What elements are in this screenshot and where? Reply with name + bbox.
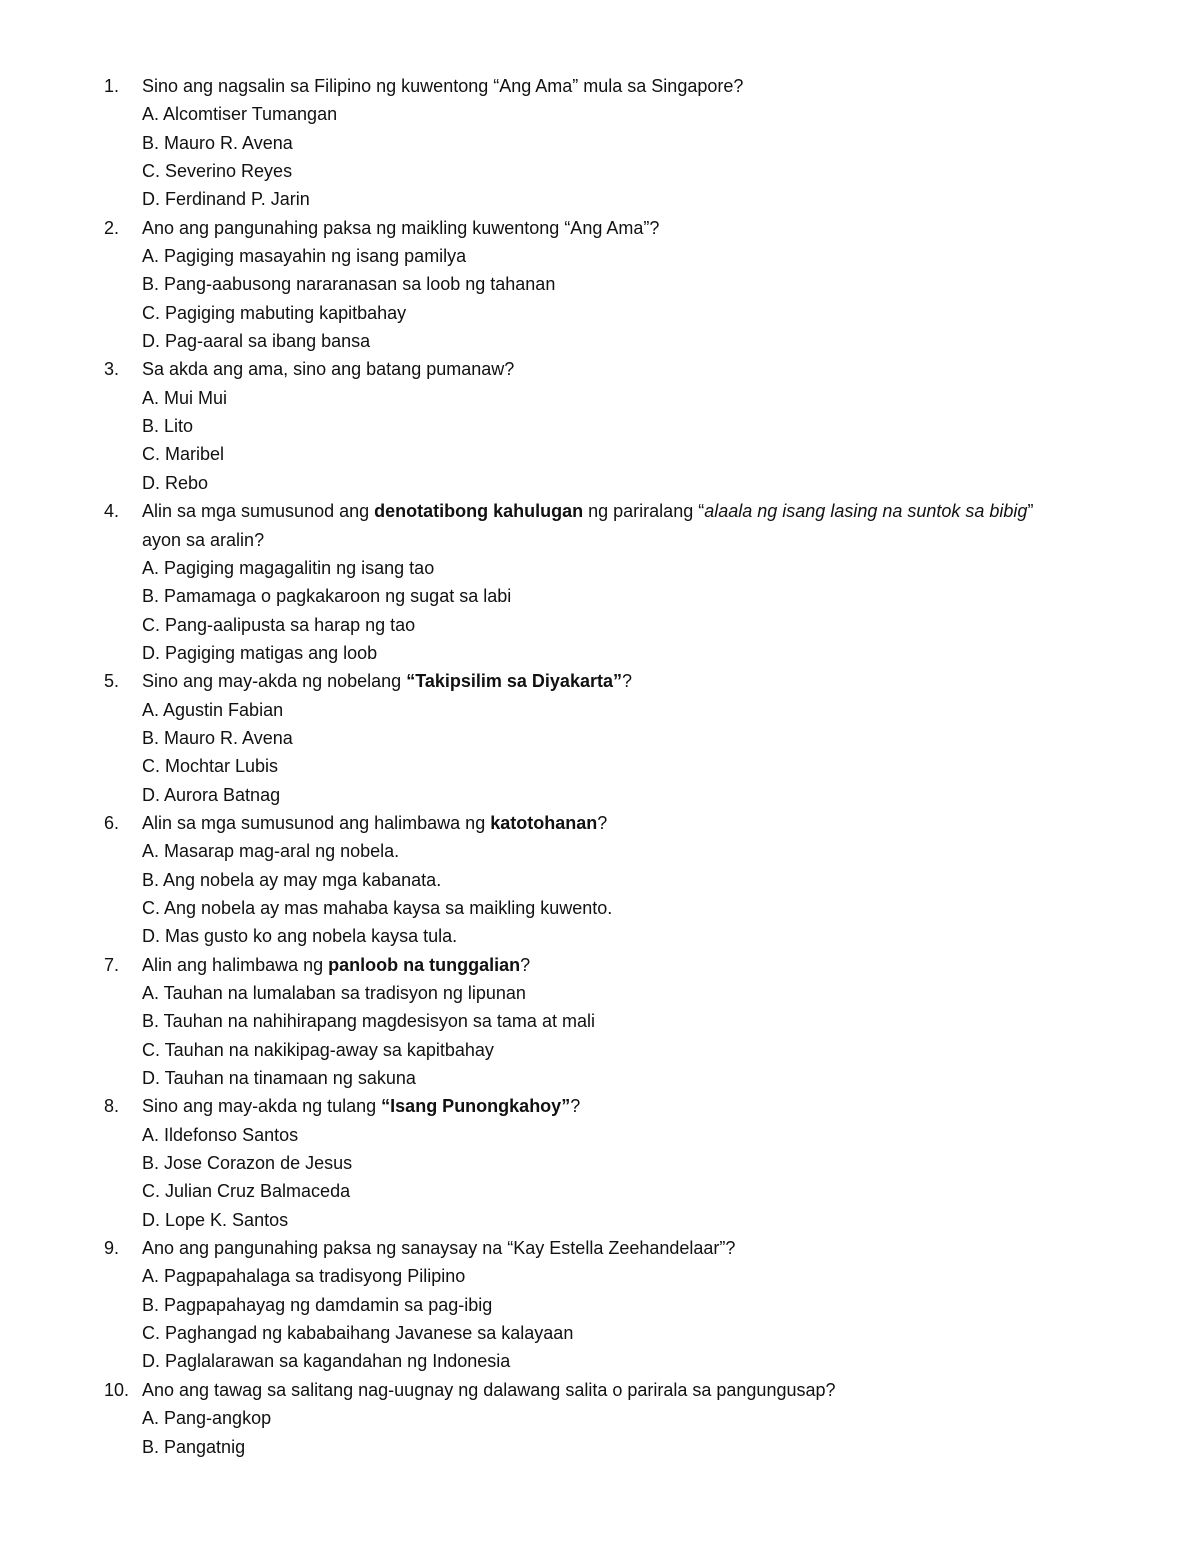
question-text-line — [104, 497, 1114, 525]
answer-option: B. Ang nobela ay may mga kabanata. — [142, 869, 442, 890]
question-number: 8. — [104, 1096, 120, 1117]
text-segment: ? — [621, 671, 632, 692]
question-item — [104, 951, 1114, 1093]
question-number: 6. — [104, 812, 120, 833]
question-text-line — [104, 667, 1114, 695]
answer-option: B. Mauro R. Avena — [142, 727, 293, 748]
question-item — [104, 809, 1114, 951]
answer-option: C. Paghangad ng kababaihang Javanese sa kalayaan — [142, 1323, 574, 1344]
answer-option: A. Pagiging masayahin ng isang pamilya — [142, 246, 467, 267]
bold-term: “Isang Punongkahoy” — [381, 1096, 571, 1117]
text-segment: Sino ang nagsalin sa Filipino ng kuwentong “Ang Ama” mula sa Singapore? — [142, 76, 744, 96]
question-number: 9. — [104, 1238, 120, 1259]
bold-term: denotatibong kahulugan — [374, 501, 584, 522]
question-text — [104, 809, 1114, 837]
quiz-list — [104, 72, 1114, 1461]
answer-option: D. Mas gusto ko ang nobela kaysa tula. — [142, 926, 458, 947]
answer-option: C. Julian Cruz Balmaceda — [142, 1181, 351, 1202]
question-item — [104, 214, 1114, 356]
text-segment: Alin sa mga sumusunod ang — [142, 501, 375, 522]
question-number: 5. — [104, 671, 120, 692]
answer-option: C. Severino Reyes — [142, 161, 293, 182]
text-segment: ” — [1027, 501, 1034, 522]
question-text-line — [104, 72, 1114, 100]
answer-option: C. Ang nobela ay mas mahaba kaysa sa maikling kuwento. — [142, 897, 613, 918]
answer-option: C. Mochtar Lubis — [142, 756, 279, 777]
italic-phrase: alaala ng isang lasing na suntok sa bibig — [704, 501, 1028, 522]
answer-option: A. Masarap mag-aral ng nobela. — [142, 841, 400, 862]
answer-option: C. Tauhan na nakikipag-away sa kapitbahay — [142, 1039, 494, 1060]
text-segment: ng pariralang “ — [583, 501, 705, 522]
question-item — [104, 497, 1114, 667]
question-text-line — [104, 355, 1114, 383]
answer-option: D. Ferdinand P. Jarin — [142, 189, 310, 210]
question-item — [104, 1376, 1114, 1461]
bold-term: katotohanan — [490, 812, 598, 833]
answer-option: B. Mauro R. Avena — [142, 132, 293, 153]
answer-option: D. Lope K. Santos — [142, 1209, 289, 1230]
answer-option: B. Pamamaga o pagkakaroon ng sugat sa labi — [142, 586, 512, 607]
question-text-line — [104, 951, 1114, 979]
question-text — [104, 214, 1114, 242]
answer-option: C. Pagiging mabuting kapitbahay — [142, 302, 407, 323]
question-text — [104, 1234, 1114, 1262]
question-item — [104, 1234, 1114, 1376]
question-text — [104, 667, 1114, 695]
question-text — [104, 1376, 1114, 1404]
text-segment: Sino ang may-akda ng nobelang — [142, 671, 407, 692]
answer-option: A. Ildefonso Santos — [142, 1124, 299, 1145]
question-number: 1. — [104, 76, 120, 96]
question-text — [104, 951, 1114, 979]
text-segment: ? — [570, 1096, 581, 1117]
answer-option: B. Pagpapahayag ng damdamin sa pag-ibig — [142, 1294, 493, 1315]
text-segment: Alin ang halimbawa ng — [142, 954, 329, 975]
text-segment: Alin sa mga sumusunod ang halimbawa ng — [142, 812, 491, 833]
text-segment: Ano ang pangunahing paksa ng sanaysay na “Kay Estella Zeehandelaar”? — [142, 1238, 736, 1259]
answer-option: C. Maribel — [142, 444, 225, 465]
answer-option: B. Pang-aabusong nararanasan sa loob ng tahanan — [142, 274, 556, 295]
answer-option: D. Pagiging matigas ang loob — [142, 642, 378, 663]
answer-option: B. Tauhan na nahihirapang magdesisyon sa tama at mali — [142, 1011, 595, 1032]
question-number: 3. — [104, 359, 120, 380]
text-segment: ? — [597, 812, 608, 833]
question-item — [104, 355, 1114, 497]
answer-option: D. Pag-aaral sa ibang bansa — [142, 331, 371, 352]
text-segment: Ano ang tawag sa salitang nag-uugnay ng dalawang salita o parirala sa pangungusap? — [142, 1379, 836, 1400]
question-text — [104, 497, 1114, 525]
answer-option: A. Tauhan na lumalaban sa tradisyon ng lipunan — [142, 983, 526, 1003]
answer-option: D. Aurora Batnag — [142, 784, 281, 805]
question-text-line — [104, 214, 1114, 242]
answer-option: D. Rebo — [142, 472, 209, 493]
bold-term: panloob na tunggalian — [328, 954, 521, 975]
answer-option: B. Jose Corazon de Jesus — [142, 1153, 353, 1174]
text-segment: Sa akda ang ama, sino ang batang pumanaw? — [142, 359, 515, 380]
answer-option: A. Agustin Fabian — [142, 699, 284, 720]
question-text — [104, 72, 1114, 100]
question-text — [104, 526, 1114, 554]
answer-option: D. Tauhan na tinamaan ng sakuna — [142, 1068, 416, 1089]
bold-term: “Takipsilim sa Diyakarta” — [406, 671, 622, 692]
question-text-line — [104, 526, 1114, 554]
answer-option: A. Pang-angkop — [142, 1408, 272, 1429]
text-segment: Ano ang pangunahing paksa ng maikling kuwentong “Ang Ama”? — [142, 217, 660, 238]
question-text-line — [104, 1234, 1114, 1262]
answer-option: A. Alcomtiser Tumangan — [142, 104, 338, 125]
answer-option: A. Pagiging magagalitin ng isang tao — [142, 557, 435, 578]
question-item — [104, 1092, 1114, 1234]
question-number: 7. — [104, 954, 120, 975]
text-segment: Sino ang may-akda ng tulang — [142, 1096, 382, 1117]
text-segment: ayon sa aralin? — [142, 529, 265, 550]
question-text — [104, 1092, 1114, 1120]
answer-option: D. Paglalarawan sa kagandahan ng Indonesia — [142, 1351, 511, 1372]
question-text-line — [104, 1376, 1114, 1404]
question-number: 2. — [104, 217, 120, 238]
question-number: 4. — [104, 501, 120, 522]
question-text — [104, 355, 1114, 383]
question-number: 10. — [104, 1379, 130, 1400]
answer-option: A. Mui Mui — [142, 387, 228, 408]
text-segment: ? — [520, 954, 531, 975]
question-item — [104, 72, 1114, 214]
answer-option: A. Pagpapahalaga sa tradisyong Pilipino — [142, 1266, 466, 1287]
question-item — [104, 667, 1114, 809]
question-text-line — [104, 1092, 1114, 1120]
answer-option: B. Lito — [142, 416, 194, 437]
question-text-line — [104, 809, 1114, 837]
answer-option: B. Pangatnig — [142, 1436, 246, 1457]
answer-option: C. Pang-aalipusta sa harap ng tao — [142, 614, 416, 635]
